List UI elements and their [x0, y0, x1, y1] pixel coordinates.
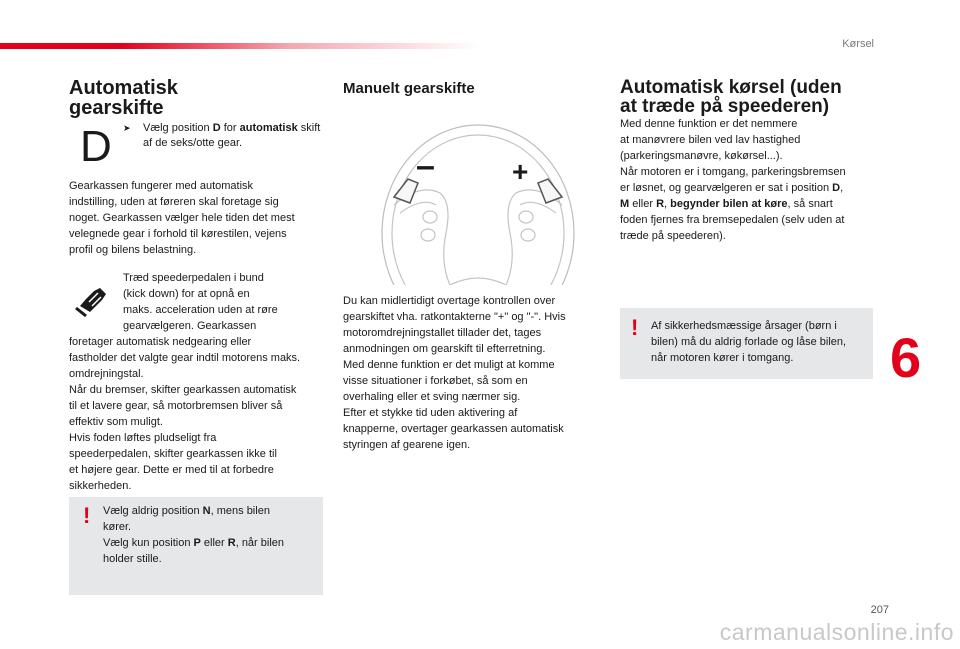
warning-exclamation-icon: ! — [631, 315, 639, 340]
paddle-plus-label: + — [512, 156, 529, 187]
bullet-arrow-icon: ➤ — [123, 123, 131, 133]
section-title: Kørsel — [842, 38, 874, 50]
automatic-gearshift-title: Automatisk gearskifte — [69, 77, 178, 119]
paddle-minus-label: – — [416, 147, 435, 185]
auto-mode-paragraph: Gearkassen fungerer med automatisk indstilling, uden at føreren skal foretage sig noget. Gearkassen vælger hele tiden det mest velegnede gear i forhold til kørestilen, vejens profil og bilens belastning. — [69, 180, 295, 256]
watermark: carmanualsonline.info — [719, 619, 954, 645]
creep-driving-paragraph: Med denne funktion er det nemmere at manøvrere bilen ved lav hastighed (parkeringsmanøvre, køkørsel...). Når motoren er i tomgang, parkeringsbremsen er løsnet, og gearvælgeren er sat i position D, M eller R, begynder bilen at køre, så snart foden fjernes fra bremsepedalen (selv uden at træde på speederen). — [620, 118, 846, 242]
warning-box-idle: ! Af sikkerhedsmæssige årsager (børn i bilen) må du aldrig forlade og låse bilen, når motoren kører i tomgang. — [620, 308, 873, 379]
downshift-paragraph: foretager automatisk nedgearing eller fastholder det valgte gear indtil motorens maks. omdrejningstal. Når du bremser, skifter gearkassen automatisk til et lavere gear, så motorbremsen bliver så effektiv som muligt. Hvis foden løftes pludseligt fra speederpedalen, skifter gearkassen ikke til et højere gear. Dette er med til at forbedre sikkerheden. — [69, 336, 301, 492]
manual-gearshift-title: Manuelt gearskifte — [343, 80, 475, 97]
foot-pedal-icon — [72, 278, 112, 318]
creep-driving-title: Automatisk kørsel (uden at træde på speederen) — [620, 77, 842, 117]
header-red-bar — [0, 43, 480, 49]
steering-wheel-paddles-illustration — [380, 113, 576, 285]
kickdown-paragraph: Træd speederpedalen i bund (kick down) for at opnå en maks. acceleration uden at røre gearvælgeren. Gearkassen — [123, 272, 278, 332]
gear-d-symbol: D — [80, 122, 112, 171]
warning-exclamation-icon: ! — [83, 503, 91, 528]
warning-box-neutral: ! Vælg aldrig position N, mens bilen kører. Vælg kun position P eller R, når bilen holder stille. — [69, 497, 323, 595]
page-number: 207 — [870, 604, 889, 616]
chapter-number: 6 — [890, 326, 922, 389]
manual-mode-paragraph: Du kan midlertidigt overtage kontrollen over gearskiftet vha. ratkontakterne "+" og "-". Hvis motoromdrejningstallet tillader det, tages anmodningen om gearskift til efterretning. Med denne funktion er det muligt at komme visse situationer i forkøbet, så som en overhaling eller et sving nærmer sig. Efter et stykke tid uden aktivering af knapperne, overtager gearkassen automatisk styringen af gearene igen. — [343, 295, 566, 451]
